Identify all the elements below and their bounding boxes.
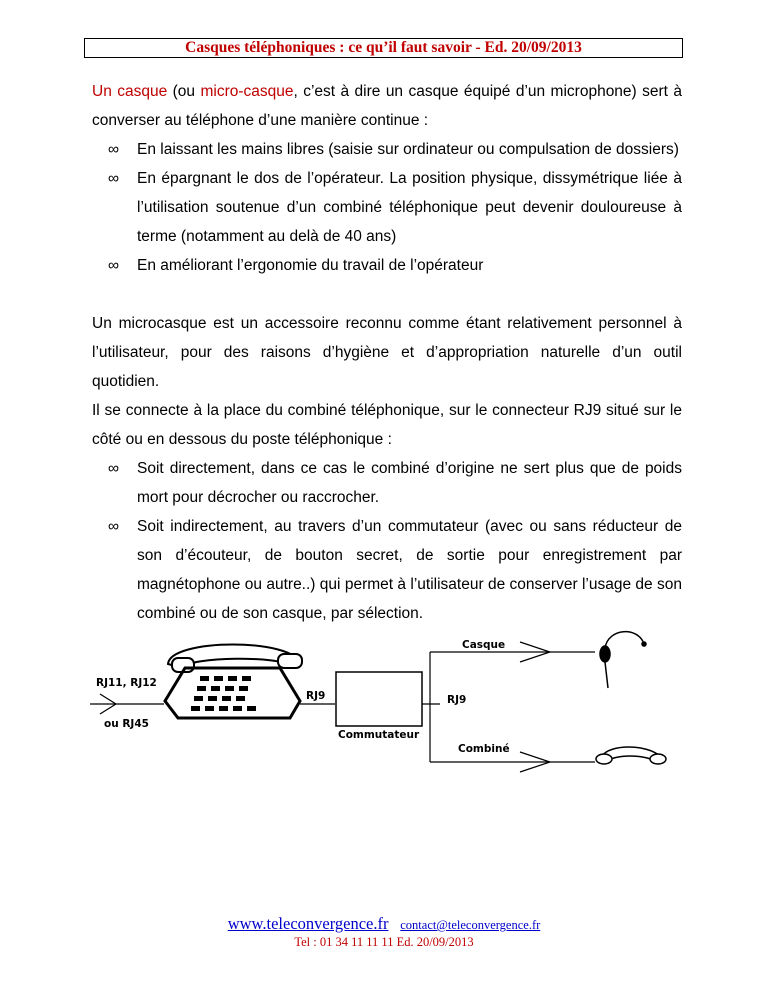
body-text <box>92 77 682 628</box>
headset-icon <box>600 632 646 688</box>
handset-icon <box>596 747 666 764</box>
footer-tel: Tel : 01 34 11 11 11 Ed. 20/09/2013 <box>294 935 474 949</box>
term-micro-casque: micro-casque <box>200 83 294 100</box>
paragraph-connexion: Il se connecte à la place du combiné téléphonique, sur le connecteur RJ9 situé sur le côté ou en dessous du poste téléphonique : <box>92 402 682 448</box>
website-link[interactable]: www.teleconvergence.fr <box>227 914 389 933</box>
intro-text-2: , c’est à dire un casque équipé d’un microphone) sert à converser au téléphone d’une manière continue : <box>92 83 683 129</box>
list-item <box>92 512 682 628</box>
list-item <box>92 251 682 280</box>
infinity-bullet-icon: ∞ <box>108 460 120 477</box>
label-rj11-rj12: RJ11, RJ12 <box>96 677 157 689</box>
list-item-text: Soit directement, dans ce cas le combiné d’origine ne sert plus que de poids mort pour décrocher ou raccrocher. <box>137 460 682 506</box>
term-casque: Un casque <box>92 83 168 100</box>
list-item-text: En améliorant l’ergonomie du travail de l’opérateur <box>137 257 484 274</box>
infinity-bullet-icon: ∞ <box>108 170 120 187</box>
label-rj9-right: RJ9 <box>447 694 467 706</box>
list-item-text: En épargnant le dos de l’opérateur. La position physique, dissymétrique liée à l’utilisation soutenue d’un combiné téléphonique peut devenir douloureuse à terme (notamment au delà de 40 ans) <box>137 170 682 245</box>
label-commutateur: Commutateur <box>338 729 420 741</box>
list-item <box>92 454 682 512</box>
label-rj45: ou RJ45 <box>104 718 149 730</box>
intro-text-1: (ou <box>167 83 201 100</box>
switch-box <box>336 672 422 726</box>
header-title: Casques téléphoniques : ce qu’il faut savoir - Ed. 20/09/2013 <box>185 39 582 56</box>
infinity-bullet-icon: ∞ <box>108 257 120 274</box>
email-link[interactable]: contact@teleconvergence.fr <box>400 918 541 932</box>
list-item-text: En laissant les mains libres (saisie sur ordinateur ou compulsation de dossiers) <box>137 141 679 158</box>
page-header <box>84 38 683 58</box>
list-item-text: Soit indirectement, au travers d’un commutateur (avec ou sans réducteur de son d’écouteur, de bouton secret, de sortie pour enregistrement par magnétophone ou autre..) qui permet à l’utilisateur de conserver l’usage de son combiné ou de son casque, par sélection. <box>137 518 682 622</box>
label-rj9-left: RJ9 <box>306 690 326 702</box>
footer-links <box>0 914 768 934</box>
list-item <box>92 164 682 251</box>
label-combine: Combiné <box>458 743 510 755</box>
infinity-bullet-icon: ∞ <box>108 518 120 535</box>
intro-paragraph <box>92 77 682 135</box>
connection-diagram <box>90 626 680 776</box>
list-item <box>92 135 682 164</box>
paragraph-microcasque: Un microcasque est un accessoire reconnu comme étant relativement personnel à l’utilisateur, pour des raisons d’hygiène et d’appropriation naturelle d’un outil quotidien. <box>92 315 682 390</box>
label-casque: Casque <box>462 639 506 651</box>
infinity-bullet-icon: ∞ <box>108 141 120 158</box>
telephone-icon <box>165 645 302 719</box>
